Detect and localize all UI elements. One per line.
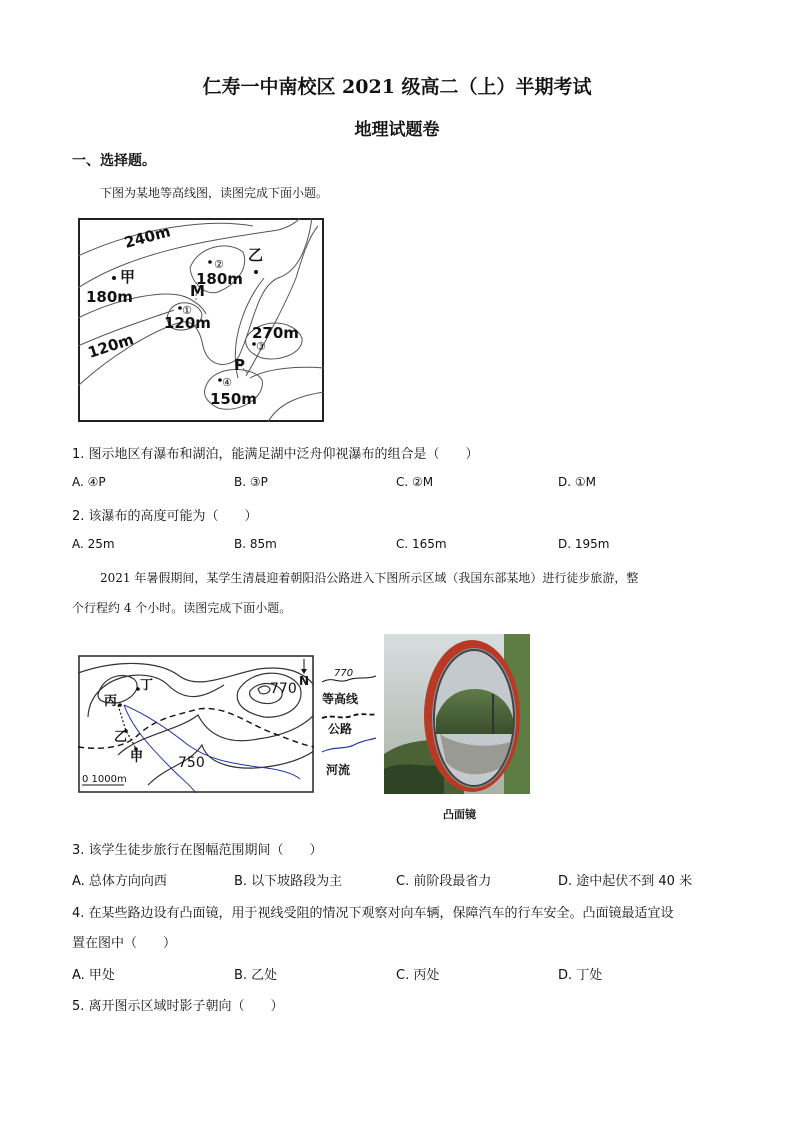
point-bing: 丙 — [104, 694, 118, 709]
question-5: 5. 离开图示区域时影子朝向（ ） — [72, 999, 284, 1014]
q3-option-b[interactable]: B. 以下坡路段为主 — [234, 874, 343, 889]
contour-label-240m: 240m — [122, 222, 173, 252]
contour-map-2 — [78, 655, 314, 793]
contour-label-180m-west: 180m — [86, 288, 133, 306]
point-label-m: M — [190, 282, 205, 300]
q2-option-b[interactable]: B. 85m — [234, 537, 277, 551]
q2-option-a[interactable]: A. 25m — [72, 537, 115, 551]
point-label-jia: 甲 — [120, 268, 136, 286]
question-1: 1. 图示地区有瀑布和湖泊，能满足湖中泛舟仰视瀑布的组合是（ ） — [72, 447, 479, 462]
q1-option-a[interactable]: A. ④P — [72, 475, 106, 489]
q1-option-c[interactable]: C. ②M — [396, 475, 434, 489]
map-2-legend — [318, 666, 380, 781]
marker-2: ② — [214, 258, 224, 271]
exam-subtitle: 地理试题卷 — [354, 120, 440, 140]
convex-mirror-photo — [384, 634, 530, 794]
legend-river-label: 河流 — [326, 763, 351, 777]
question-2: 2. 该瀑布的高度可能为（ ） — [72, 509, 258, 524]
q4-option-c[interactable]: C. 丙处 — [396, 968, 440, 983]
q1-option-b[interactable]: B. ③P — [234, 475, 268, 489]
intro-text-2-line1: 2021 年暑假期间，某学生清晨迎着朝阳沿公路进入下图所示区域（我国东部某地）进行徒步旅游，整 — [100, 571, 639, 585]
contour-label-150m: 150m — [210, 390, 257, 408]
q3-option-c[interactable]: C. 前阶段最省力 — [396, 874, 492, 889]
q4-option-d[interactable]: D. 丁处 — [558, 968, 603, 983]
q4-option-b[interactable]: B. 乙处 — [234, 968, 278, 983]
exam-title: 仁寿一中南校区 2021 级高二（上）半期考试 — [202, 76, 592, 98]
q4-option-a[interactable]: A. 甲处 — [72, 968, 115, 983]
question-3: 3. 该学生徒步旅行在图幅范围期间（ ） — [72, 843, 323, 858]
photo-caption: 凸面镜 — [443, 808, 476, 821]
point-ding: 丁 — [140, 678, 154, 693]
north-arrow-label: N — [299, 674, 310, 688]
contour-map-1 — [78, 218, 324, 422]
point-jia: 甲 — [130, 750, 144, 765]
legend-contour-label: 等高线 — [322, 692, 359, 706]
legend-road-label: 公路 — [328, 722, 353, 736]
scale-bar-label: 0 1000m — [82, 774, 127, 785]
point-yi: 乙 — [114, 730, 128, 745]
intro-text-2-line2: 个行程约 4 个小时。读图完成下面小题。 — [72, 601, 292, 615]
contour-label-180m-center: 180m — [196, 270, 243, 288]
question-4-line2: 置在图中（ ） — [72, 936, 177, 951]
contour-label-270m: 270m — [252, 324, 299, 342]
contour-770: 770 — [270, 681, 297, 697]
contour-label-120m-west: 120m — [85, 330, 136, 362]
q1-option-d[interactable]: D. ①M — [558, 475, 596, 489]
q3-option-d[interactable]: D. 途中起伏不到 40 米 — [558, 874, 693, 889]
intro-text-1: 下图为某地等高线图，读图完成下面小题。 — [100, 186, 329, 200]
point-label-p: P — [234, 356, 245, 374]
marker-1: ① — [182, 304, 192, 317]
point-label-yi: 乙 — [248, 246, 264, 264]
marker-4: ④ — [222, 376, 232, 389]
question-4-line1: 4. 在某些路边设有凸面镜，用于视线受阻的情况下观察对向车辆，保障汽车的行车安全。凸面镜最适宜设 — [72, 906, 674, 921]
contour-label-120m-center: 120m — [164, 314, 211, 332]
q2-option-c[interactable]: C. 165m — [396, 537, 447, 551]
contour-750: 750 — [178, 755, 205, 771]
marker-3: ③ — [256, 340, 266, 353]
section-label: 一、选择题。 — [72, 153, 156, 169]
q3-option-a[interactable]: A. 总体方向向西 — [72, 874, 167, 889]
legend-contour-value: 770 — [334, 668, 354, 679]
q2-option-d[interactable]: D. 195m — [558, 537, 610, 551]
